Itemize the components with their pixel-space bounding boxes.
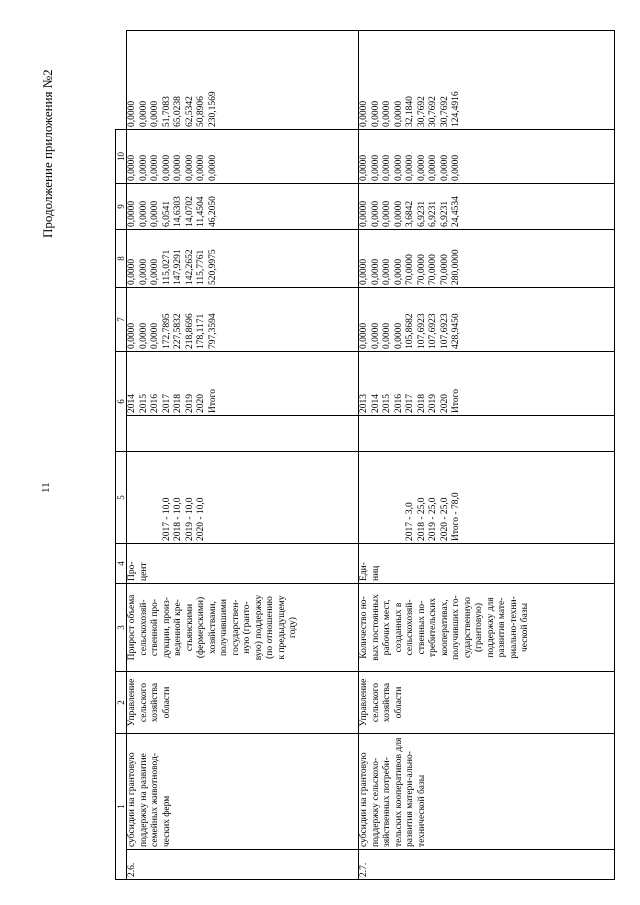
- extra-funding: [359, 31, 615, 130]
- regional-funding-line: 0,0000: [359, 200, 369, 227]
- indicator-name-line: сельскохозяй-: [138, 599, 149, 656]
- header-col-7: 7: [116, 288, 127, 352]
- regional-funding-line: 11,4504: [196, 196, 206, 227]
- local-funding-line: 0,0000: [196, 154, 206, 181]
- extra-funding-line: 62,5342: [184, 96, 195, 127]
- total-funding-line: 107,6923: [428, 313, 438, 349]
- row-id: 2.7.: [359, 850, 615, 880]
- target-values-line: [127, 454, 139, 541]
- total-funding-line: 178,1171: [196, 313, 206, 349]
- year-list-line: 2018: [416, 394, 427, 413]
- executor: Управление сельского хозяйства области: [359, 672, 615, 734]
- local-funding-line: 0,0000: [439, 154, 450, 181]
- year-list-line: 2013: [359, 394, 369, 413]
- unit: [127, 544, 359, 584]
- header-col-10: 10: [116, 130, 127, 184]
- table-row: [127, 31, 359, 880]
- local-funding: [359, 130, 615, 184]
- federal-funding-line: 0,0000: [138, 258, 149, 285]
- total-funding-line: 0,0000: [359, 322, 369, 349]
- federal-funding-line: 520,9975: [207, 249, 218, 285]
- federal-funding-line: 280,0000: [451, 249, 461, 285]
- indicator-name-line: вых постоянных: [370, 594, 381, 661]
- federal-funding: [359, 230, 615, 288]
- indicator-name-line: дукции, произ-: [161, 597, 172, 658]
- indicator-name-line: стьянскими: [184, 603, 195, 652]
- indicator-name-line: сударственную: [462, 596, 473, 659]
- local-funding-line: 0,0000: [184, 154, 195, 181]
- local-funding-line: 0,0000: [370, 154, 381, 181]
- indicator-name-line: Прирост объема: [127, 594, 137, 661]
- local-funding-line: 0,0000: [382, 154, 392, 181]
- indicator-name-line: созданных в: [393, 602, 404, 653]
- indicator-name-line: к предыдущему: [276, 595, 287, 660]
- header-col-8: 8: [116, 230, 127, 288]
- extra-funding-line: 124,4916: [451, 91, 461, 127]
- extra-funding-line: 65,0238: [173, 96, 183, 127]
- year-list-line: 2016: [150, 394, 160, 413]
- total-funding-line: 0,0000: [150, 322, 160, 349]
- local-funding-line: 0,0000: [161, 154, 172, 181]
- total-funding-line: 172,7895: [161, 313, 172, 349]
- unit-line: Про-: [127, 561, 137, 581]
- target-values-line: 2018 - 25,0: [416, 497, 427, 541]
- regional-funding-line: 14,6303: [173, 196, 183, 227]
- extra-funding-line: 0,0000: [382, 100, 392, 127]
- target-values-line: [382, 454, 394, 541]
- indicator-name-line: требительских: [428, 597, 438, 658]
- extra-funding-line: 0,0000: [393, 100, 404, 127]
- unit-line: Еди-: [359, 562, 369, 581]
- unit-line: цент: [138, 562, 149, 581]
- total-funding-line: 797,3594: [207, 313, 218, 349]
- indicator-name-line: (грантовую): [474, 602, 484, 653]
- federal-funding-line: 70,0000: [439, 254, 450, 285]
- extra-funding: [127, 31, 359, 130]
- extra-funding-line: 30,7692: [428, 96, 438, 127]
- target-values-line: 2019 - 25,0: [428, 497, 438, 541]
- extra-funding-line: 30,7692: [439, 96, 450, 127]
- header-col-2: 2: [116, 672, 127, 734]
- regional-funding-line: 6,0541: [161, 200, 172, 227]
- rotated-table-sheet: [115, 30, 610, 880]
- indicator-name-line: ную (гранто-: [242, 601, 252, 654]
- executor: Управление сельского хозяйства области: [127, 672, 359, 734]
- regional-funding-line: 6,9231: [428, 200, 438, 227]
- measure-name: субсидии на грантовую поддержку на развитие семейных животновод-ческих ферм: [127, 734, 359, 850]
- regional-funding-line: 14,0702: [184, 196, 195, 227]
- total-funding-line: 105,8682: [405, 313, 415, 349]
- year-list-line: 2017: [161, 394, 172, 413]
- local-funding-line: 0,0000: [207, 154, 218, 181]
- target-values-line: 2020 - 10,0: [196, 497, 206, 541]
- regional-funding-line: 0,0000: [393, 200, 404, 227]
- regional-funding-line: 6,9231: [439, 200, 450, 227]
- regional-funding: [359, 184, 615, 230]
- extra-funding-line: 0,0000: [150, 100, 160, 127]
- year-list-line: 2017: [405, 394, 415, 413]
- total-funding-line: 0,0000: [370, 322, 381, 349]
- total-funding-line: 428,9450: [451, 313, 461, 349]
- regional-funding: [127, 184, 359, 230]
- regional-funding-line: 24,4534: [451, 196, 461, 227]
- federal-funding-line: 70,0000: [416, 254, 427, 285]
- target-values-line: 2020 - 25,0: [439, 497, 450, 541]
- year-list-line: Итого: [451, 388, 461, 413]
- program-table: [115, 30, 615, 880]
- target-values-line: [371, 454, 383, 541]
- federal-funding-line: 0,0000: [150, 258, 160, 285]
- local-funding-line: 0,0000: [451, 154, 461, 181]
- table-row: [359, 31, 615, 880]
- total-funding-line: 227,5832: [173, 313, 183, 349]
- year-list-line: 2019: [428, 394, 438, 413]
- federal-funding-line: 147,9291: [173, 249, 183, 285]
- regional-funding-line: 0,0000: [382, 200, 392, 227]
- local-funding-line: 0,0000: [416, 154, 427, 181]
- extra-funding-line: 0,0000: [359, 100, 369, 127]
- year-list-line: 2015: [382, 394, 392, 413]
- extra-funding-line: 230,1569: [207, 91, 218, 127]
- regional-funding-line: 3,6842: [405, 200, 415, 227]
- target-values-line: 2017 - 3,0: [405, 502, 415, 541]
- local-funding-line: 0,0000: [138, 154, 149, 181]
- column-numbers-row: [116, 31, 127, 880]
- year-list-line: 2020: [439, 394, 450, 413]
- header-col-9: 9: [116, 184, 127, 230]
- unit-line: ниц: [370, 565, 381, 581]
- total-funding: [359, 288, 615, 352]
- indicator-name-line: развития мате-: [497, 597, 507, 658]
- indicator-name: [127, 584, 359, 672]
- measure-name: субсидии на грантовую поддержку сельскохо-зяйственных потреби-тельских кооперативов для развития матери-ально-технической базы: [359, 734, 615, 850]
- target-values-line: 2017 - 10,0: [161, 497, 172, 541]
- local-funding-line: 0,0000: [393, 154, 404, 181]
- year-list-line: 2018: [173, 394, 183, 413]
- year-list-line: 2019: [184, 394, 195, 413]
- regional-funding-line: 6,9231: [416, 200, 427, 227]
- target-values-line: [359, 454, 371, 541]
- indicator-name-line: поддержку для: [485, 597, 496, 658]
- extra-funding-line: 30,7692: [416, 96, 427, 127]
- total-funding-line: 0,0000: [138, 322, 149, 349]
- target-values-line: [150, 454, 162, 541]
- indicator-name-line: кооперативах,: [439, 599, 450, 656]
- federal-funding-line: 0,0000: [359, 258, 369, 285]
- federal-funding-line: 0,0000: [370, 258, 381, 285]
- total-funding: [127, 288, 359, 352]
- total-funding-line: 0,0000: [382, 322, 392, 349]
- federal-funding-line: 70,0000: [405, 254, 415, 285]
- regional-funding-line: 46,2050: [207, 196, 218, 227]
- extra-funding-line: 51,7083: [161, 96, 172, 127]
- extra-funding-line: 32,1840: [405, 96, 415, 127]
- target-values-line: [394, 454, 406, 541]
- federal-funding-line: 115,0271: [161, 249, 172, 285]
- spacer-cell: [127, 416, 359, 452]
- header-col-4: 4: [116, 544, 127, 584]
- indicator-name-line: сельскохозяй-: [405, 599, 415, 656]
- indicator-name-line: получивших го-: [451, 595, 461, 660]
- local-funding-line: 0,0000: [359, 154, 369, 181]
- total-funding-line: 0,0000: [127, 322, 137, 349]
- year-list: [359, 352, 615, 416]
- target-values-line: 2019 - 10,0: [184, 497, 195, 541]
- local-funding-line: 0,0000: [150, 154, 160, 181]
- year-list-line: 2020: [196, 394, 206, 413]
- extra-funding-line: 50,8906: [196, 96, 206, 127]
- regional-funding-line: 0,0000: [150, 200, 160, 227]
- target-values-line: Итого - 78,0: [451, 492, 461, 541]
- local-funding: [127, 130, 359, 184]
- spacer-cell: [359, 416, 615, 452]
- federal-funding-line: 0,0000: [382, 258, 392, 285]
- indicator-name-line: ственных по-: [416, 600, 427, 655]
- year-list-line: 2015: [138, 394, 149, 413]
- total-funding-line: 218,8696: [184, 313, 195, 349]
- unit: [359, 544, 615, 584]
- total-funding-line: 0,0000: [393, 322, 404, 349]
- indicator-name: [359, 584, 615, 672]
- indicator-name-line: рабочих мест,: [382, 599, 392, 656]
- extra-funding-line: 0,0000: [127, 100, 137, 127]
- target-values: [359, 452, 615, 544]
- year-list-line: 2014: [370, 394, 381, 413]
- federal-funding-line: 142,2652: [184, 249, 195, 285]
- federal-funding-line: 0,0000: [393, 258, 404, 285]
- indicator-name-line: государствен-: [230, 599, 241, 656]
- federal-funding-line: 0,0000: [127, 258, 137, 285]
- indicator-name-line: получившими: [219, 598, 229, 657]
- local-funding-line: 0,0000: [405, 154, 415, 181]
- indicator-name-line: риально-техни-: [508, 596, 519, 659]
- total-funding-line: 107,6923: [439, 313, 450, 349]
- indicator-name-line: ственной про-: [150, 598, 160, 657]
- total-funding-line: 107,6923: [416, 313, 427, 349]
- page-number: 11: [40, 482, 52, 493]
- regional-funding-line: 0,0000: [138, 200, 149, 227]
- year-list-line: 2016: [393, 394, 404, 413]
- indicator-name-line: (фермерскими): [196, 596, 206, 659]
- indicator-name-line: ческой базы: [520, 603, 530, 652]
- local-funding-line: 0,0000: [173, 154, 183, 181]
- local-funding-line: 0,0000: [428, 154, 438, 181]
- year-list-line: Итого: [207, 388, 218, 413]
- regional-funding-line: 0,0000: [127, 200, 137, 227]
- indicator-name-line: (по отношению: [265, 596, 275, 659]
- indicator-name-line: году): [288, 617, 298, 638]
- indicator-name-line: Количество но-: [359, 596, 369, 659]
- indicator-name-line: вую) поддержку: [253, 594, 264, 661]
- federal-funding: [127, 230, 359, 288]
- target-values-line: [139, 454, 151, 541]
- extra-funding-line: 0,0000: [370, 100, 381, 127]
- year-list: [127, 352, 359, 416]
- page-title: Продолжение приложения №2: [40, 69, 55, 238]
- indicator-name-line: хозяйствами,: [207, 601, 218, 654]
- indicator-name-line: веденной кре-: [173, 599, 183, 656]
- target-values: [127, 452, 359, 544]
- regional-funding-line: 0,0000: [370, 200, 381, 227]
- extra-funding-line: 0,0000: [138, 100, 149, 127]
- federal-funding-line: 70,0000: [428, 254, 438, 285]
- year-list-line: 2014: [127, 394, 137, 413]
- header-col-6: 6: [116, 352, 127, 452]
- header-col-3: 3: [116, 584, 127, 672]
- local-funding-line: 0,0000: [127, 154, 137, 181]
- header-col-1: 1: [116, 734, 127, 880]
- row-id: 2.6.: [127, 850, 359, 880]
- target-values-line: 2018 - 10,0: [173, 497, 183, 541]
- header-col-5: 5: [116, 452, 127, 544]
- federal-funding-line: 115,7761: [196, 249, 206, 285]
